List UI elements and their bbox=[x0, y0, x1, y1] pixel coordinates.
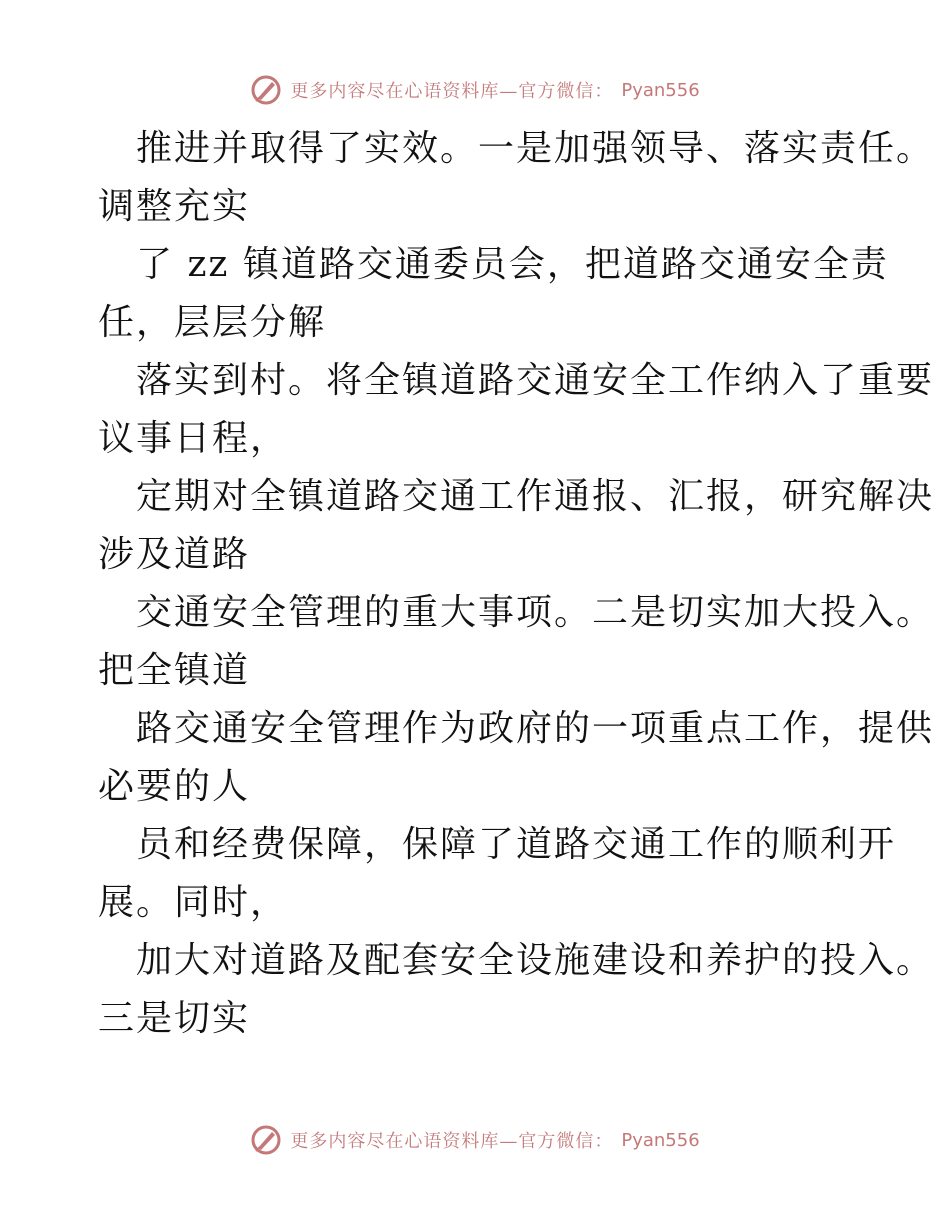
text-line: 任，层层分解 bbox=[98, 302, 327, 343]
text-line: 调整充实 bbox=[98, 186, 251, 227]
text-line: 三是切实 bbox=[98, 998, 251, 1039]
feather-pen-logo-icon bbox=[250, 1124, 282, 1156]
text-line: 落实到村。将全镇道路交通安全工作纳入了重要 bbox=[136, 360, 935, 401]
text-line: 展。同时， bbox=[98, 882, 289, 923]
text-line: 必要的人 bbox=[98, 766, 251, 807]
text-line: 员和经费保障，保障了道路交通工作的顺利开 bbox=[136, 824, 897, 865]
text-line: 定期对全镇道路交通工作通报、汇报，研究解决 bbox=[136, 476, 935, 517]
document-body bbox=[98, 120, 935, 1048]
text-line: 涉及道路 bbox=[98, 534, 251, 575]
text-line: 了 zz 镇道路交通委员会，把道路交通安全责 bbox=[136, 244, 889, 285]
text-line: 加大对道路及配套安全设施建设和养护的投入。 bbox=[136, 940, 935, 981]
feather-pen-logo-icon bbox=[250, 74, 282, 106]
watermark-text: 更多内容尽在心语资料库—官方微信： bbox=[290, 81, 614, 102]
text-line: 议事日程， bbox=[98, 418, 289, 459]
watermark-wechat-id: Pyan556 bbox=[621, 1129, 700, 1151]
header-watermark bbox=[0, 70, 950, 110]
footer-watermark bbox=[0, 1120, 950, 1160]
text-line: 路交通安全管理作为政府的一项重点工作，提供 bbox=[136, 708, 935, 749]
text-line: 推进并取得了实效。一是加强领导、落实责任。 bbox=[136, 128, 935, 169]
text-line: 交通安全管理的重大事项。二是切实加大投入。 bbox=[136, 592, 935, 633]
watermark-text: 更多内容尽在心语资料库—官方微信： bbox=[290, 1131, 614, 1152]
watermark-wechat-id: Pyan556 bbox=[621, 79, 700, 101]
text-line: 把全镇道 bbox=[98, 650, 251, 691]
